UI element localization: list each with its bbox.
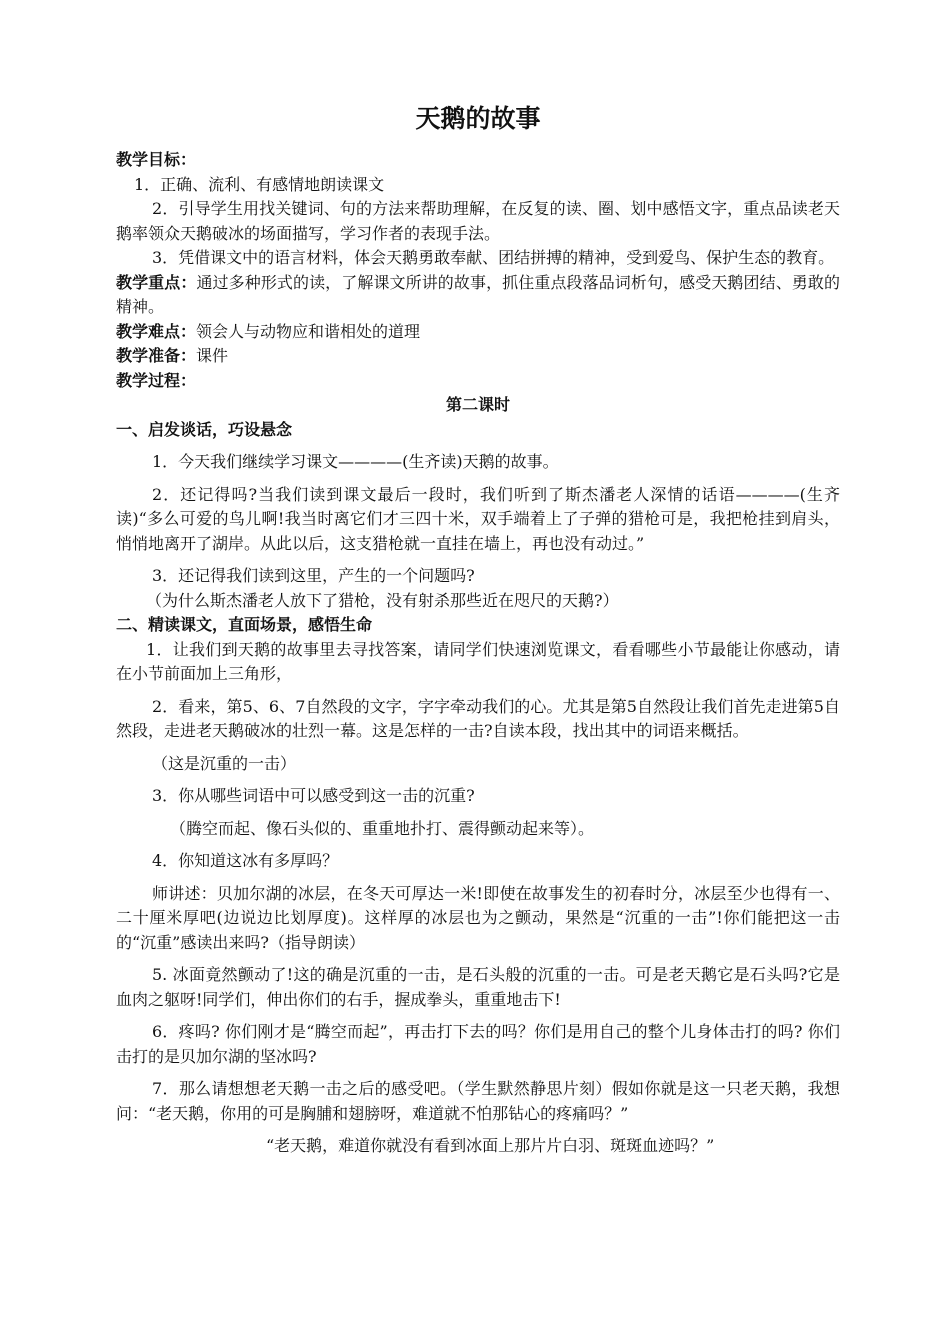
section2-paragraph-2: 2．看来，第5、6、7自然段的文字，字字牵动我们的心。尤其是第5自然段让我们首先走进第5自然段，走进老天鹅破冰的壮烈一幕。这是怎样的一击?自读本段，找出其中的词语来概括。 [116,696,840,740]
section2-paragraph-6: 4．你知道这冰有多厚吗？ [152,851,339,870]
process-label-text: 教学过程： [116,370,197,390]
difficulty [116,320,840,345]
section2-paragraph-9: 6．疼吗? 你们刚才是“腾空而起”，再击打下去的吗？你们是用自己的整个儿身体击打的吗? 你们击打的是贝加尔湖的坚冰吗? [116,1022,840,1066]
key-points [116,271,840,320]
section2-paragraph-7: 师讲述：贝加尔湖的冰层，在冬天可厚达一米!即使在故事发生的初春时分，冰层至少也得有一、二十厘米厚吧(边说边比划厚度)。这样厚的冰层也为之颤动，果然是“沉重的一击”!你们能把这一击的“沉重”感读出来吗?（指导朗读） [116,883,840,952]
key-points-label: 教学重点： [116,272,197,292]
objectives-label-text: 教学目标： [116,150,197,169]
preparation-text: 课件 [196,346,229,365]
lesson-heading: 第二课时 [445,395,510,414]
section1-heading: 一、启发谈话，巧设悬念 [116,419,293,439]
objectives-label [116,148,840,173]
section2-paragraph-8: 5. 冰面竟然颤动了!这的确是沉重的一击，是石头般的沉重的一击。可是老天鹅它是石头吗?它是血肉之躯呀!同学们，伸出你们的右手，握成拳头，重重地击下! [116,965,840,1009]
section2-paragraph-10: 7．那么请想想老天鹅一击之后的感受吧。（学生默然静思片刻）假如你就是这一只老天鹅，我想问：“老天鹅，你用的可是胸脯和翅膀呀，难道就不怕那钻心的疼痛吗？” [116,1079,840,1123]
section2-paragraph-4: 3．你从哪些词语中可以感受到这一击的沉重? [152,786,475,805]
section2-paragraph-11: “老天鹅，难道你就没有看到冰面上那片片白羽、斑斑血迹吗？” [266,1136,715,1155]
preparation [116,344,840,369]
section1-paragraph-2: 2．还记得吗?当我们读到课文最后一段时，我们听到了斯杰潘老人深情的话语————(生齐读)“多么可爱的鸟儿啊!我当时离它们才三四十米，双手端着上了子弹的猎枪可是，我把枪挂到肩头，悄悄地离开了湖岸。从此以后，这支猎枪就一直挂在墙上，再也没有动过。” [116,484,840,553]
process-label [116,369,840,394]
section1-paragraph-3: 3．还记得我们读到这里，产生的一个问题吗? [152,566,475,585]
section2-paragraph-3: （这是沉重的一击） [152,753,297,773]
section1-paragraph-1: 1．今天我们继续学习课文————(生齐读)天鹅的故事。 [152,452,559,471]
section2-heading: 二、精读课文，直面场景，感悟生命 [116,615,373,634]
difficulty-text: 领会人与动物应和谐相处的道理 [196,321,421,341]
section1-paragraph-4: （为什么斯杰潘老人放下了猎枪，没有射杀那些近在咫尺的天鹅?） [146,590,619,610]
document-page [116,98,840,1159]
difficulty-label: 教学难点： [116,321,197,341]
key-points-text: 通过多种形式的读，了解课文所讲的故事，抓住重点段落品词析句，感受天鹅团结、勇敢的精神。 [116,272,840,316]
objective-item-1: 1．正确、流利、有感情地朗读课文 [134,174,385,194]
preparation-label: 教学准备： [116,346,197,365]
section2-paragraph-5: （腾空而起、像石头似的、重重地扑打、震得颤动起来等）。 [170,818,595,838]
section2-paragraph-1: 1．让我们到天鹅的故事里去寻找答案，请同学们快速浏览课文，看看哪些小节最能让你感动，请在小节前面加上三角形， [116,639,840,683]
objective-item-2: 2．引导学生用找关键词、句的方法来帮助理解，在反复的读、圈、划中感悟文字，重点品读老天鹅率领众天鹅破冰的场面描写，学习作者的表现手法。 [116,199,840,243]
document-title: 天鹅的故事 [415,104,541,133]
objective-item-3: 3．凭借课文中的语言材料，体会天鹅勇敢奉献、团结拼搏的精神，受到爱鸟、保护生态的教育。 [152,248,835,267]
